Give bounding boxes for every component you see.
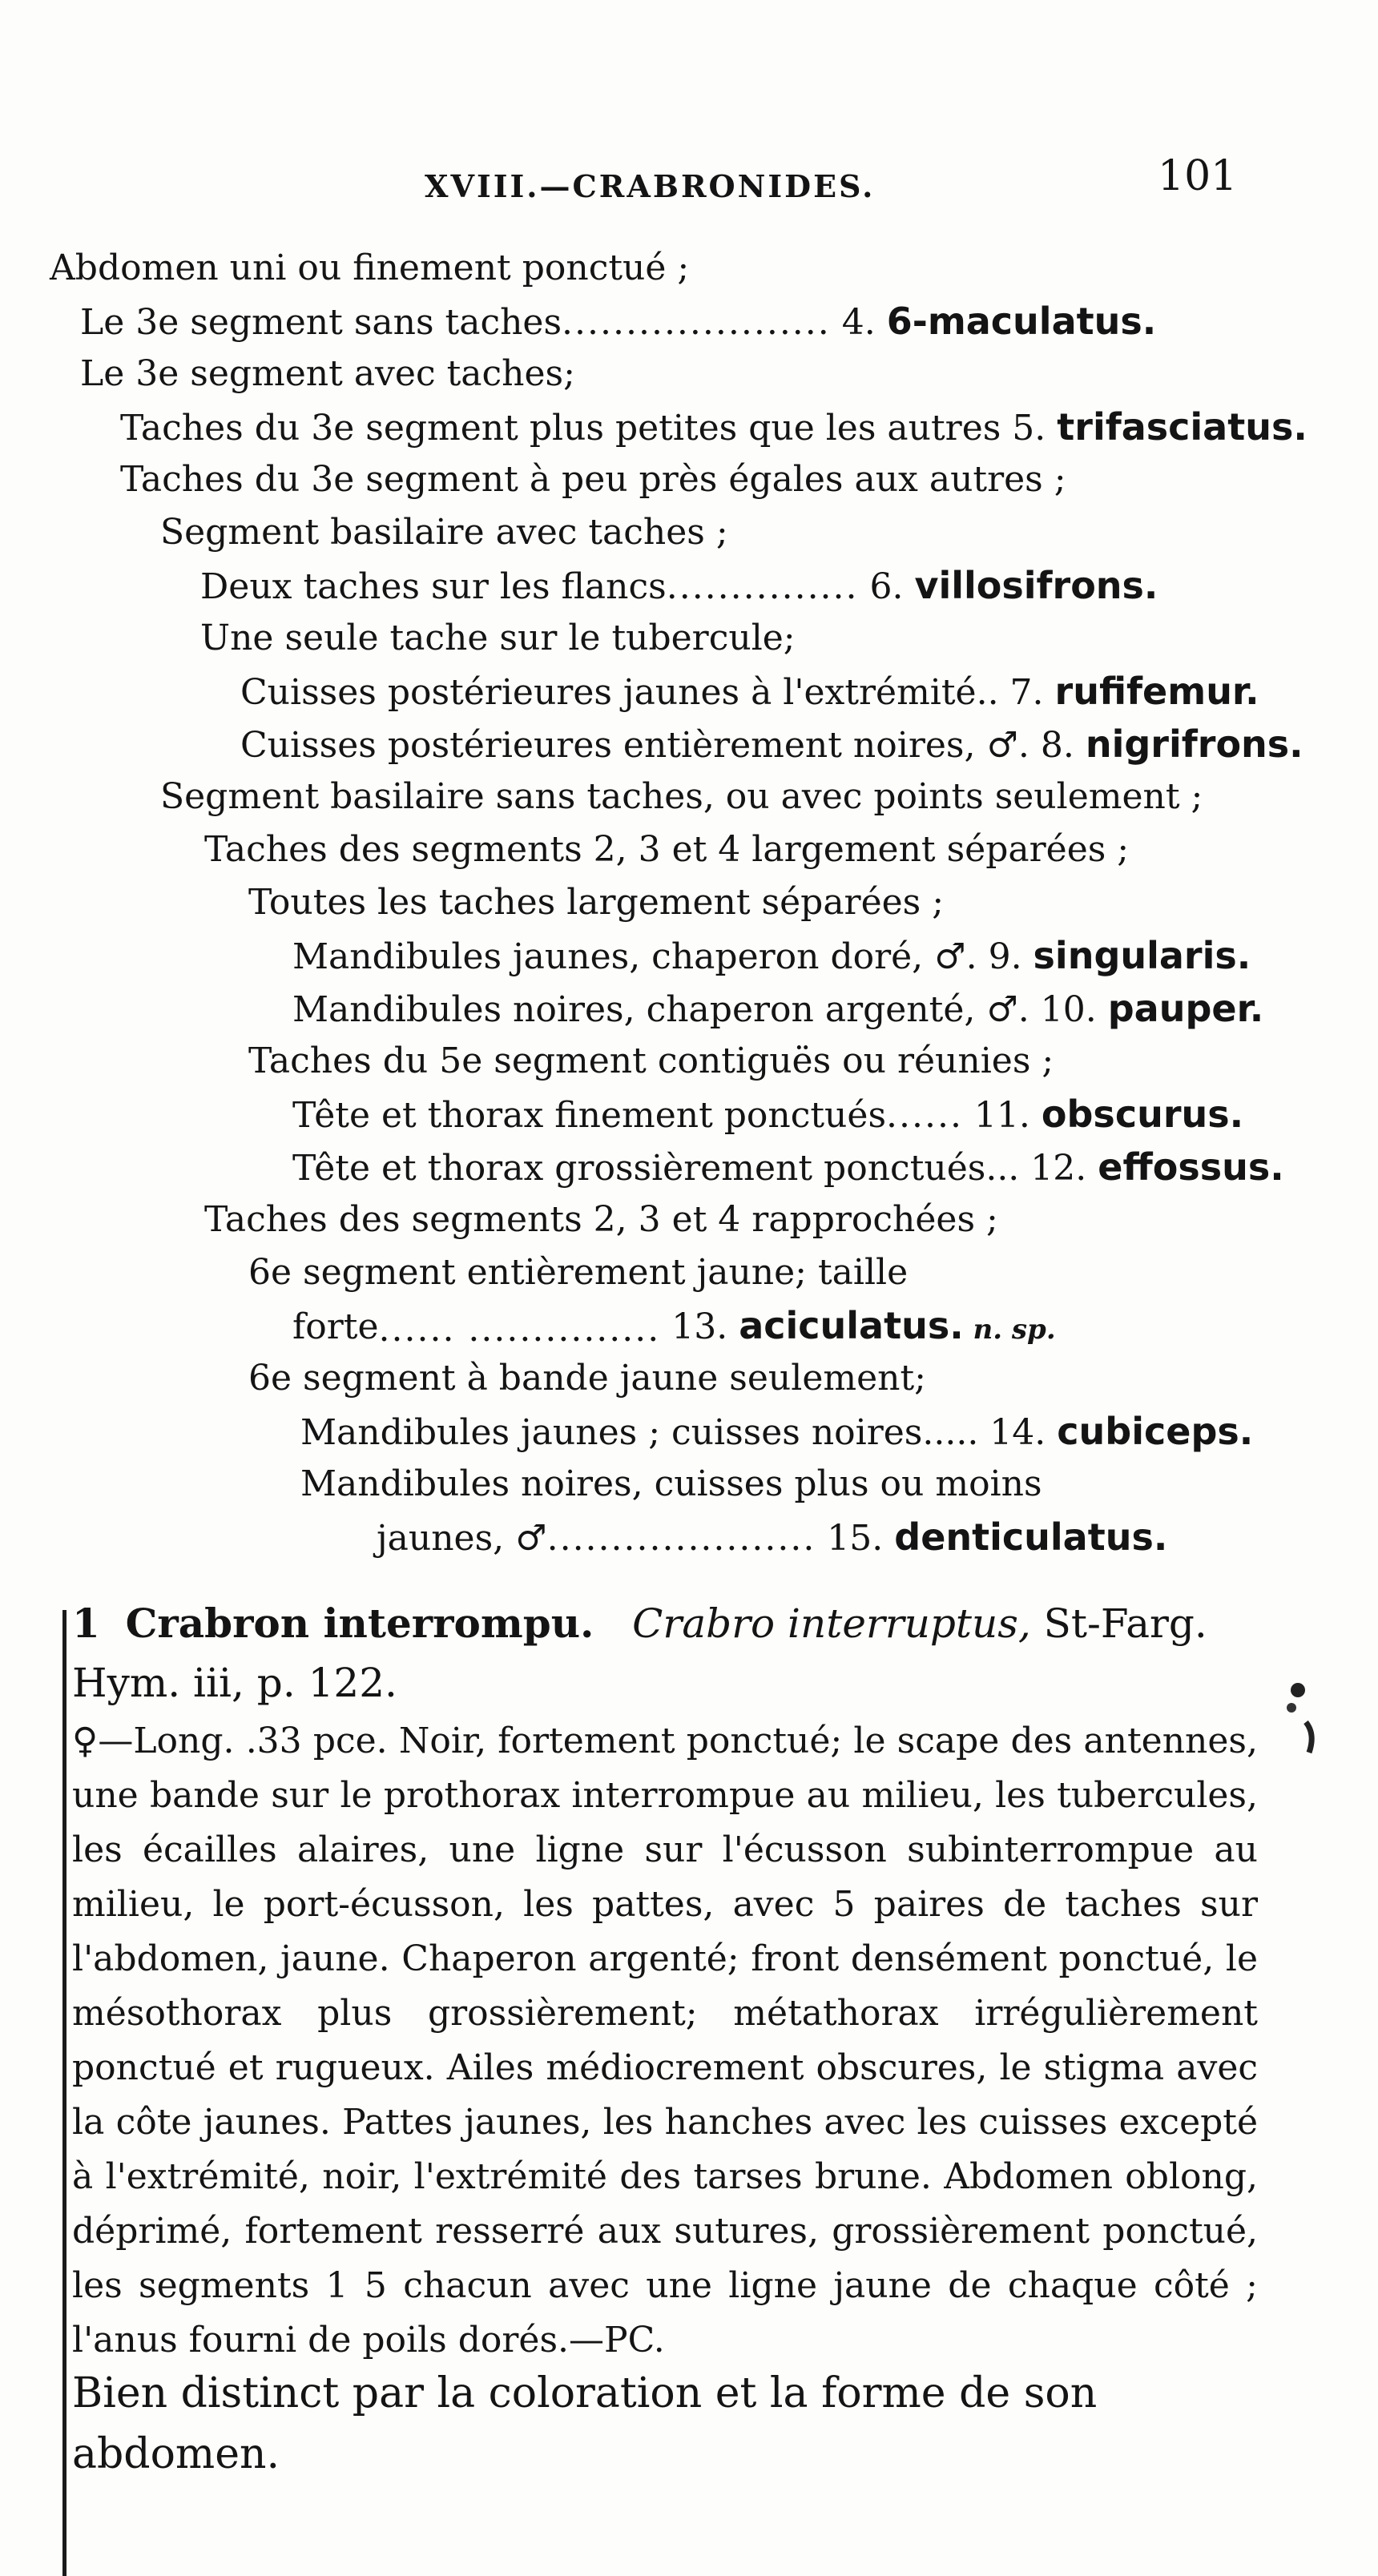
key-line xyxy=(160,769,1203,825)
species-name: pauper. xyxy=(1107,987,1264,1030)
key-line-text: Une seule tache sur le tubercule; xyxy=(200,618,796,658)
key-line-text: Abdomen uni ou finement ponctué ; xyxy=(50,248,690,288)
entry-authority: St-Farg. xyxy=(1043,1600,1207,1647)
key-number: 7. xyxy=(998,672,1055,713)
key-line-text: Tête et thorax grossièrement ponctués... xyxy=(292,1148,1020,1189)
key-line xyxy=(248,1033,1054,1089)
dot-leader: ...... xyxy=(886,1095,963,1136)
page-edge-line xyxy=(62,1610,66,2576)
key-number: 15. xyxy=(816,1518,895,1559)
key-line xyxy=(300,1456,1042,1512)
key-number: 11. xyxy=(962,1095,1042,1136)
key-line xyxy=(200,557,1158,614)
key-number: 6. xyxy=(858,566,915,607)
species-name: villosifrons. xyxy=(914,564,1158,607)
dot-leader: ..................... xyxy=(546,1518,816,1559)
key-line-text: Taches du 3e segment à peu près égales aux autres ; xyxy=(120,459,1066,500)
remark-text: Bien distinct par la coloration et la forme de son abdomen. xyxy=(72,2369,1098,2478)
description-text: ♀—Long. .33 pce. Noir, fortement ponctué; le scape des antennes, une bande sur le prothorax interrompue au milieu, les tubercules, les écailles alaires, une ligne sur l'écusson subinterrompue au milieu, le port-écusson, les pattes, avec 5 paires de taches sur l'abdomen, jaune. Chaperon argenté; front densément ponctué, le mésothorax plus grossièrement; métathorax irrégulièrement ponctué et rugueux. Ailes médiocrement obscures, le stigma avec la côte jaunes. Pattes jaunes, les hanches avec les cuisses excepté à l'extrémité, noir, l'extrémité des tarses brune. Abdomen oblong, déprimé, fortement resserré aux sutures, grossièrement ponctué, les segments 1 5 chacun avec une ligne jaune de chaque côté ; l'anus fourni de poils dorés.—PC. xyxy=(72,1721,1258,2361)
entry-number: 1 xyxy=(72,1600,100,1647)
species-name: nigrifrons. xyxy=(1085,722,1303,766)
key-number: 14. xyxy=(978,1412,1058,1453)
key-line xyxy=(300,1403,1253,1459)
dot-leader: ..................... xyxy=(562,302,831,343)
key-line-text: Toutes les taches largement séparées ; xyxy=(248,882,945,923)
key-line-text: 6e segment à bande jaune seulement; xyxy=(248,1358,926,1399)
key-line-text: forte xyxy=(292,1306,379,1347)
key-number: 8. xyxy=(1029,725,1086,766)
key-number: 10. xyxy=(1029,989,1108,1030)
key-number: 5. xyxy=(1001,408,1058,449)
key-line-text: Mandibules jaunes, chaperon doré, ♂. xyxy=(292,936,977,977)
key-line-text: Mandibules jaunes ; cuisses noires..... xyxy=(300,1412,979,1453)
key-line xyxy=(160,505,728,561)
entry-scientific-name: Crabro interruptus, xyxy=(632,1600,1031,1647)
key-number: 12. xyxy=(1019,1148,1098,1189)
key-line xyxy=(240,663,1259,719)
key-line-text: 6e segment entièrement jaune; taille xyxy=(248,1252,909,1293)
entry-reference: Hym. iii, p. 122. xyxy=(72,1660,397,1706)
key-line xyxy=(292,980,1263,1036)
key-line-text: Cuisses postérieures jaunes à l'extrémité.. xyxy=(240,672,999,713)
key-line xyxy=(292,928,1251,984)
entry-heading xyxy=(72,1594,1258,1713)
species-name: aciculatus. xyxy=(739,1304,964,1347)
species-name: obscurus. xyxy=(1041,1093,1244,1136)
key-line xyxy=(377,1509,1167,1565)
key-number: 13. xyxy=(660,1306,739,1347)
key-line xyxy=(240,716,1303,772)
key-line xyxy=(120,399,1307,455)
key-line-text: Tête et thorax finement ponctués xyxy=(292,1095,887,1136)
key-line-text: Taches du 3e segment plus petites que les autres xyxy=(120,408,1001,449)
key-line xyxy=(292,1298,1056,1354)
key-line xyxy=(50,240,689,296)
species-name: trifasciatus. xyxy=(1057,405,1307,449)
key-line xyxy=(292,1086,1243,1142)
key-line-text: Taches des segments 2, 3 et 4 rapprochées ; xyxy=(204,1199,998,1240)
running-head: XVIII.—CRABRONIDES. xyxy=(425,168,876,204)
dot-leader: ...... ............... xyxy=(378,1309,661,1350)
species-description xyxy=(72,1714,1258,2368)
species-name: effossus. xyxy=(1098,1145,1284,1189)
key-line xyxy=(248,1245,908,1301)
remark xyxy=(72,2363,1258,2485)
new-species-note: n. sp. xyxy=(963,1314,1056,1346)
key-line xyxy=(80,293,1156,349)
key-line xyxy=(248,1350,926,1407)
key-line-text: Mandibules noires, cuisses plus ou moins xyxy=(300,1463,1042,1504)
key-line xyxy=(120,452,1066,508)
key-line-text: Deux taches sur les flancs xyxy=(200,566,667,607)
key-line xyxy=(80,346,575,402)
key-line-text: Cuisses postérieures entièrement noires, ♂. xyxy=(240,725,1029,766)
key-line xyxy=(292,1139,1284,1195)
page-number: 101 xyxy=(1158,152,1238,200)
key-line xyxy=(200,610,796,666)
species-name: singularis. xyxy=(1033,934,1251,977)
species-name: cubiceps. xyxy=(1057,1410,1254,1453)
key-line xyxy=(204,822,1129,878)
key-line xyxy=(248,875,944,931)
key-number: 4. xyxy=(830,302,887,343)
key-line-text: Segment basilaire sans taches, ou avec points seulement ; xyxy=(160,776,1203,817)
key-line xyxy=(204,1192,998,1248)
key-line-text: Segment basilaire avec taches ; xyxy=(160,512,728,553)
dot-leader: ............... xyxy=(666,566,859,607)
key-line-text: Mandibules noires, chaperon argenté, ♂. xyxy=(292,989,1029,1030)
key-line-text: Le 3e segment sans taches xyxy=(80,302,562,343)
ink-blot-mark xyxy=(1274,1666,1322,1762)
species-name: denticulatus. xyxy=(894,1515,1168,1559)
species-entry xyxy=(72,1594,1258,1713)
key-line-text: Taches des segments 2, 3 et 4 largement séparées ; xyxy=(204,829,1130,870)
species-name: rufifemur. xyxy=(1054,670,1259,713)
key-line-text: Taches du 5e segment contiguës ou réunies ; xyxy=(248,1040,1054,1081)
key-number: 9. xyxy=(977,936,1034,977)
key-line-text: Le 3e segment avec taches; xyxy=(80,353,575,394)
key-line-text: jaunes, ♂ xyxy=(377,1518,547,1559)
entry-common-name: Crabron interrompu. xyxy=(125,1600,594,1647)
species-name: 6-maculatus. xyxy=(886,300,1157,343)
page-header xyxy=(0,152,1378,216)
